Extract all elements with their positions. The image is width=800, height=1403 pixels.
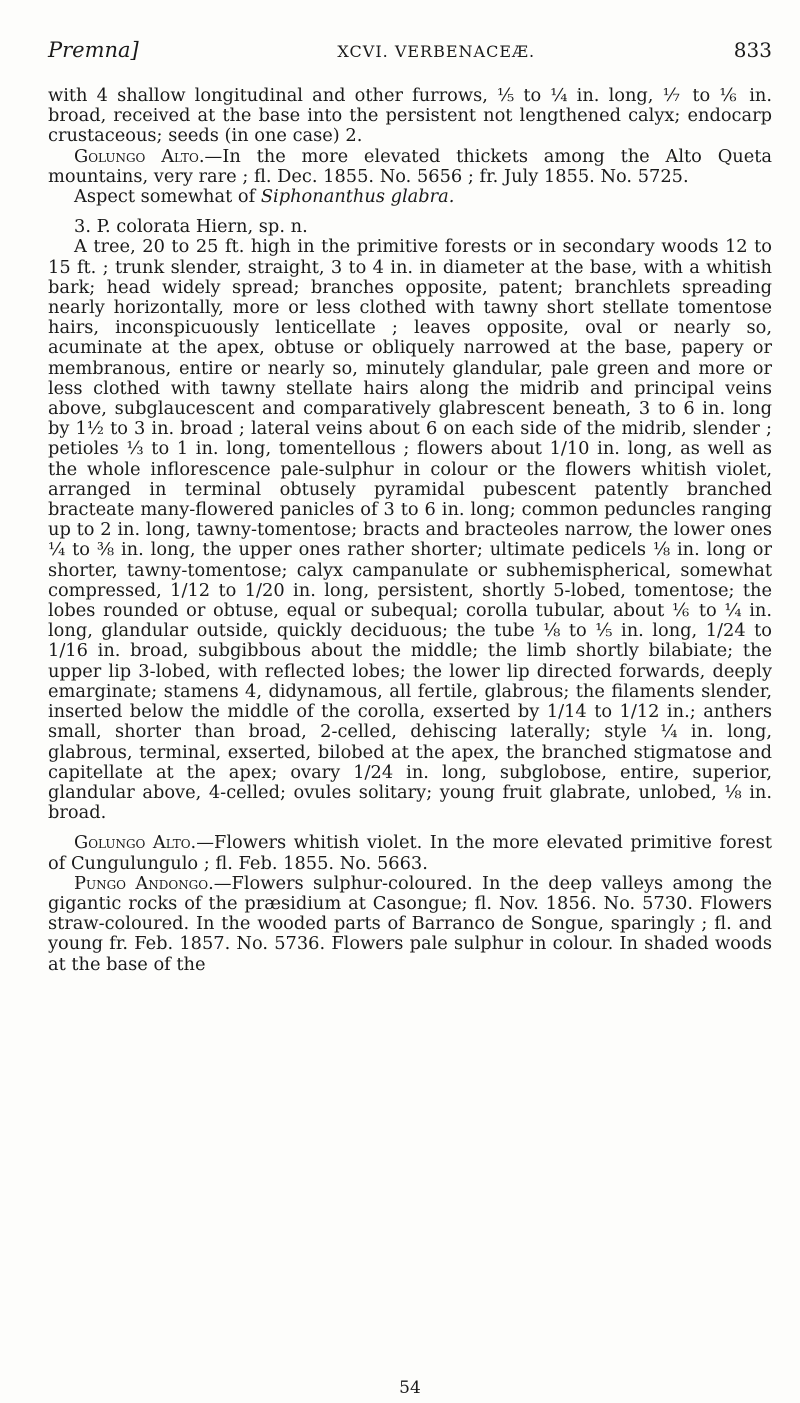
paragraph-locality-golungo <box>48 147 772 187</box>
locality-text: —Flowers whitish violet. In the more elevated primitive forest of Cungulungulo ; fl. Feb. 1855. No. 5663. <box>48 832 772 874</box>
locality-text: —In the more elevated thickets among the Alto Queta mountains, very rare ; fl. Dec. 1855. No. 5656 ; fr. July 1855. No. 5725. <box>48 145 772 187</box>
page-number: 833 <box>733 38 772 62</box>
species-heading: 3. P. colorata Hiern, sp. n. <box>74 216 308 238</box>
paragraph-aspect <box>48 187 772 207</box>
signature-mark: 54 <box>399 1378 421 1398</box>
body-text <box>48 86 772 975</box>
aspect-taxon: Siphonanthus glabra. <box>260 186 455 208</box>
locality-text: —Flowers sulphur-coloured. In the deep valleys among the gigantic rocks of the præsidium at Casongue; fl. Nov. 1856. No. 5730. Flowers straw-coloured. In the wooded parts of Barranco de Songue, sparingly ; fl. and young fr. Feb. 1857. No. 5736. Flowers pale sulphur in colour. In shaded woods at the base of the <box>48 872 773 975</box>
aspect-text: Aspect somewhat of <box>74 186 261 208</box>
paragraph-locality-pungo <box>48 874 772 975</box>
paragraph-fruit-description: with 4 shallow longitudinal and other furrows, ⅕ to ¼ in. long, ⅐ to ⅙ in. broad, received at the base into the persistent not lengthened calyx; endocarp crustaceous; seeds (in one case) 2. <box>48 85 772 147</box>
document-page <box>48 38 773 1398</box>
running-header <box>48 38 772 82</box>
locality-name: Pungo Andongo. <box>74 872 214 894</box>
genus-header: Premna] <box>48 38 139 62</box>
locality-name: Golungo Alto. <box>74 145 205 167</box>
paragraph-locality-golungo-2 <box>48 833 772 873</box>
section-header: XCVI. VERBENACEÆ. <box>337 42 536 61</box>
paragraph-species-description: A tree, 20 to 25 ft. high in the primitive forests or in secondary woods 12 to 15 ft. ; trunk slender, straight, 3 to 4 in. in diameter at the base, with a whitish bark; head widely spread; branches opposite, patent; branchlets spreading nearly horizontally, more or less clothed with tawny short stellate tomentose hairs, inconspicuously lenticellate ; leaves opposite, oval or nearly so, acuminate at the apex, obtuse or obliquely narrowed at the base, papery or membranous, entire or nearly so, minutely glandular, pale green and more or less clothed with tawny stellate hairs along the midrib and principal veins above, subglaucescent and comparatively glabrescent beneath, 3 to 6 in. long by 1½ to 3 in. broad ; lateral veins about 6 on each side of the midrib, slender ; petioles ⅓ to 1 in. long, tomentellous ; flowers about 1/10 in. long, as well as the whole inflorescence pale-sulphur in colour or the flowers whitish violet, arranged in terminal obtusely pyramidal pubescent patently branched bracteate many-flowered panicles of 3 to 6 in. long; common peduncles ranging up to 2 in. long, tawny-tomentose; bracts and bracteoles narrow, the lower ones ¼ to ⅜ in. long, the upper ones rather shorter; ultimate pedicels ⅛ in. long or shorter, tawny-tomentose; calyx campanulate or subhemispherical, somewhat compressed, 1/12 to 1/20 in. long, persistent, shortly 5-lobed, tomentose; the lobes rounded or obtuse, equal or subequal; corolla tubular, about ⅙ to ¼ in. long, glandular outside, quickly deciduous; the tube ⅛ to ⅕ in. long, 1/24 to 1/16 in. broad, subgibbous about the middle; the limb shortly bilabiate; the upper lip 3-lobed, with reflected lobes; the lower lip directed forwards, deeply emarginate; stamens 4, didynamous, all fertile, glabrous; the filaments slender, inserted below the middle of the corolla, exserted by 1/14 to 1/12 in.; anthers small, shorter than broad, 2-celled, dehiscing laterally; style ¼ in. long, glabrous, terminal, exserted, bilobed at the apex, the branched stigmatose and capitellate at the apex; ovary 1/24 in. long, subglobose, entire, superior, glandular above, 4-celled; ovules solitary; young fruit glabrate, unlobed, ⅛ in. broad. <box>48 236 772 824</box>
locality-name: Golungo Alto. <box>74 832 197 854</box>
